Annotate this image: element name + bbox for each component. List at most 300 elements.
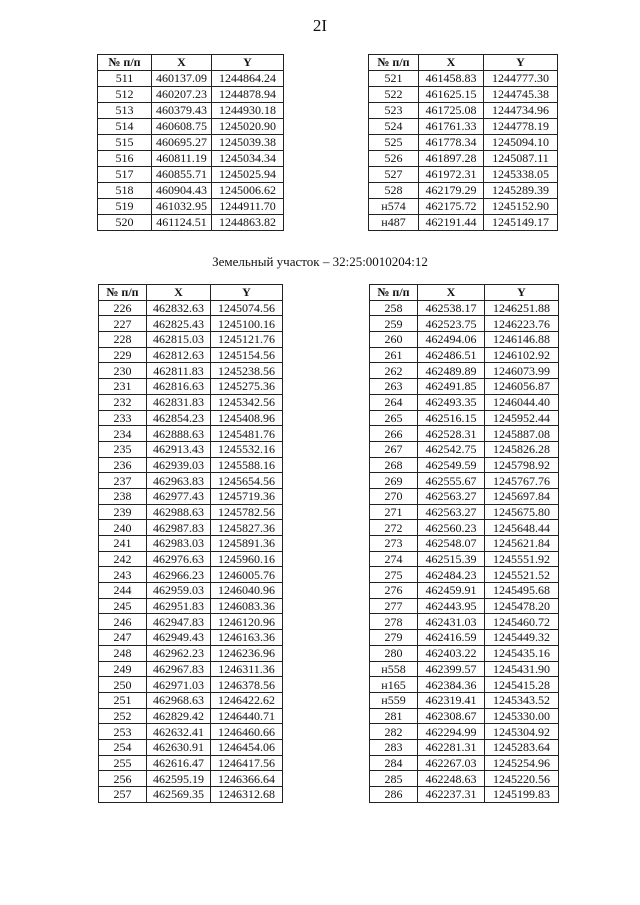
table-row xyxy=(369,215,558,231)
point-number-cell: 283 xyxy=(370,739,418,755)
point-number-cell: 517 xyxy=(98,167,152,183)
point-number-cell: 525 xyxy=(369,135,419,151)
point-number-cell: 236 xyxy=(99,457,147,473)
point-number-cell: 237 xyxy=(99,473,147,489)
y-coordinate-cell: 1246460.66 xyxy=(211,724,283,740)
table-row xyxy=(99,755,283,771)
x-coordinate-cell: 462987.83 xyxy=(147,520,211,536)
table-row xyxy=(99,520,283,536)
coordinates-table xyxy=(97,54,284,231)
y-coordinate-cell: 1246083.36 xyxy=(211,598,283,614)
point-number-cell: 282 xyxy=(370,724,418,740)
x-coordinate-cell: 462595.19 xyxy=(147,771,211,787)
y-coordinate-cell: 1245654.56 xyxy=(211,473,283,489)
x-coordinate-cell: 462968.63 xyxy=(147,692,211,708)
x-coordinate-cell: 462491.85 xyxy=(418,379,485,395)
x-coordinate-cell: 462630.91 xyxy=(147,739,211,755)
point-number-cell: 228 xyxy=(99,332,147,348)
x-coordinate-cell: 462191.44 xyxy=(419,215,484,231)
point-number-cell: 255 xyxy=(99,755,147,771)
point-number-cell: 234 xyxy=(99,426,147,442)
table-row xyxy=(99,394,283,410)
x-coordinate-cell: 462811.83 xyxy=(147,363,211,379)
y-coordinate-cell: 1246163.36 xyxy=(211,630,283,646)
x-coordinate-cell: 460904.43 xyxy=(152,183,212,199)
y-coordinate-cell: 1245074.56 xyxy=(211,300,283,316)
x-coordinate-cell: 462569.35 xyxy=(147,787,211,803)
y-coordinate-cell: 1244745.38 xyxy=(484,87,558,103)
y-coordinate-cell: 1245094.10 xyxy=(484,135,558,151)
y-coordinate-cell: 1244777.30 xyxy=(484,71,558,87)
y-coordinate-cell: 1245034.34 xyxy=(212,151,284,167)
point-number-cell: 256 xyxy=(99,771,147,787)
point-number-cell: 523 xyxy=(369,103,419,119)
table-row xyxy=(370,410,559,426)
y-coordinate-cell: 1244734.96 xyxy=(484,103,558,119)
point-number-cell: 519 xyxy=(98,199,152,215)
point-number-cell: 227 xyxy=(99,316,147,332)
x-coordinate-cell: 462486.51 xyxy=(418,347,485,363)
table-row xyxy=(99,739,283,755)
table-row xyxy=(99,347,283,363)
y-coordinate-cell: 1245254.96 xyxy=(485,755,559,771)
y-coordinate-cell: 1245338.05 xyxy=(484,167,558,183)
column-header-y: Y xyxy=(211,285,283,301)
point-number-cell: н487 xyxy=(369,215,419,231)
y-coordinate-cell: 1245435.16 xyxy=(485,645,559,661)
y-coordinate-cell: 1246102.92 xyxy=(485,347,559,363)
table-row xyxy=(370,583,559,599)
x-coordinate-cell: 461032.95 xyxy=(152,199,212,215)
x-coordinate-cell: 462616.47 xyxy=(147,755,211,771)
x-coordinate-cell: 462563.27 xyxy=(418,504,485,520)
column-header-number: № п/п xyxy=(99,285,147,301)
y-coordinate-cell: 1246044.40 xyxy=(485,394,559,410)
x-coordinate-cell: 462831.83 xyxy=(147,394,211,410)
x-coordinate-cell: 462523.75 xyxy=(418,316,485,332)
x-coordinate-cell: 461778.34 xyxy=(419,135,484,151)
point-number-cell: 524 xyxy=(369,119,419,135)
point-number-cell: 278 xyxy=(370,614,418,630)
table-row xyxy=(369,135,558,151)
table-row xyxy=(369,183,558,199)
y-coordinate-cell: 1246073.99 xyxy=(485,363,559,379)
y-coordinate-cell: 1245289.39 xyxy=(484,183,558,199)
x-coordinate-cell: 462812.63 xyxy=(147,347,211,363)
point-number-cell: 266 xyxy=(370,426,418,442)
table-row xyxy=(369,199,558,215)
point-number-cell: 271 xyxy=(370,504,418,520)
table-row xyxy=(99,645,283,661)
table-row xyxy=(369,71,558,87)
x-coordinate-cell: 462947.83 xyxy=(147,614,211,630)
x-coordinate-cell: 460137.09 xyxy=(152,71,212,87)
y-coordinate-cell: 1246223.76 xyxy=(485,316,559,332)
y-coordinate-cell: 1245782.56 xyxy=(211,504,283,520)
table-row xyxy=(99,677,283,693)
point-number-cell: 265 xyxy=(370,410,418,426)
table-row xyxy=(99,488,283,504)
x-coordinate-cell: 462416.59 xyxy=(418,630,485,646)
point-number-cell: 281 xyxy=(370,708,418,724)
x-coordinate-cell: 462939.03 xyxy=(147,457,211,473)
column-header-number: № п/п xyxy=(370,285,418,301)
table-row xyxy=(370,598,559,614)
coordinates-table xyxy=(368,54,558,231)
y-coordinate-cell: 1245343.52 xyxy=(485,692,559,708)
x-coordinate-cell: 462248.63 xyxy=(418,771,485,787)
point-number-cell: 244 xyxy=(99,583,147,599)
point-number-cell: 241 xyxy=(99,536,147,552)
point-number-cell: 262 xyxy=(370,363,418,379)
x-coordinate-cell: 461124.51 xyxy=(152,215,212,231)
table-row xyxy=(370,692,559,708)
x-coordinate-cell: 461972.31 xyxy=(419,167,484,183)
table-row xyxy=(369,87,558,103)
table-row xyxy=(370,473,559,489)
x-coordinate-cell: 462829.42 xyxy=(147,708,211,724)
y-coordinate-cell: 1245100.16 xyxy=(211,316,283,332)
x-coordinate-cell: 462528.31 xyxy=(418,426,485,442)
table-row xyxy=(370,394,559,410)
x-coordinate-cell: 461458.83 xyxy=(419,71,484,87)
y-coordinate-cell: 1246378.56 xyxy=(211,677,283,693)
point-number-cell: 267 xyxy=(370,441,418,457)
point-number-cell: 528 xyxy=(369,183,419,199)
x-coordinate-cell: 460695.27 xyxy=(152,135,212,151)
y-coordinate-cell: 1245588.16 xyxy=(211,457,283,473)
point-number-cell: н574 xyxy=(369,199,419,215)
y-coordinate-cell: 1246005.76 xyxy=(211,567,283,583)
x-coordinate-cell: 462237.31 xyxy=(418,787,485,803)
table-row xyxy=(369,167,558,183)
point-number-cell: 240 xyxy=(99,520,147,536)
table-row xyxy=(99,598,283,614)
point-number-cell: 513 xyxy=(98,103,152,119)
y-coordinate-cell: 1245415.28 xyxy=(485,677,559,693)
table-row xyxy=(370,677,559,693)
table-row xyxy=(370,457,559,473)
table-row xyxy=(99,787,283,803)
y-coordinate-cell: 1245960.16 xyxy=(211,551,283,567)
x-coordinate-cell: 462399.57 xyxy=(418,661,485,677)
x-coordinate-cell: 462976.63 xyxy=(147,551,211,567)
point-number-cell: 250 xyxy=(99,677,147,693)
x-coordinate-cell: 462179.29 xyxy=(419,183,484,199)
table-row xyxy=(99,724,283,740)
point-number-cell: 270 xyxy=(370,488,418,504)
x-coordinate-cell: 462563.27 xyxy=(418,488,485,504)
point-number-cell: 274 xyxy=(370,551,418,567)
table-row xyxy=(99,410,283,426)
x-coordinate-cell: 462913.43 xyxy=(147,441,211,457)
x-coordinate-cell: 461897.28 xyxy=(419,151,484,167)
y-coordinate-cell: 1245449.32 xyxy=(485,630,559,646)
point-number-cell: 273 xyxy=(370,536,418,552)
point-number-cell: 272 xyxy=(370,520,418,536)
x-coordinate-cell: 462459.91 xyxy=(418,583,485,599)
table-row xyxy=(370,300,559,316)
x-coordinate-cell: 460855.71 xyxy=(152,167,212,183)
x-coordinate-cell: 462384.36 xyxy=(418,677,485,693)
point-number-cell: 515 xyxy=(98,135,152,151)
y-coordinate-cell: 1245039.38 xyxy=(212,135,284,151)
x-coordinate-cell: 462951.83 xyxy=(147,598,211,614)
table-row xyxy=(98,119,284,135)
table-row xyxy=(99,536,283,552)
y-coordinate-cell: 1245891.36 xyxy=(211,536,283,552)
y-coordinate-cell: 1245025.94 xyxy=(212,167,284,183)
y-coordinate-cell: 1245952.44 xyxy=(485,410,559,426)
point-number-cell: 512 xyxy=(98,87,152,103)
x-coordinate-cell: 462281.31 xyxy=(418,739,485,755)
table-row xyxy=(370,363,559,379)
y-coordinate-cell: 1244864.24 xyxy=(212,71,284,87)
x-coordinate-cell: 462949.43 xyxy=(147,630,211,646)
point-number-cell: 516 xyxy=(98,151,152,167)
point-number-cell: 280 xyxy=(370,645,418,661)
point-number-cell: 279 xyxy=(370,630,418,646)
table-row xyxy=(370,332,559,348)
table-row xyxy=(98,183,284,199)
y-coordinate-cell: 1245199.83 xyxy=(485,787,559,803)
y-coordinate-cell: 1245238.56 xyxy=(211,363,283,379)
y-coordinate-cell: 1245152.90 xyxy=(484,199,558,215)
point-number-cell: 284 xyxy=(370,755,418,771)
x-coordinate-cell: 462966.23 xyxy=(147,567,211,583)
table-row xyxy=(370,771,559,787)
table-row xyxy=(99,583,283,599)
x-coordinate-cell: 462815.03 xyxy=(147,332,211,348)
column-header-y: Y xyxy=(484,55,558,71)
x-coordinate-cell: 462494.06 xyxy=(418,332,485,348)
table-row xyxy=(370,739,559,755)
column-header-x: X xyxy=(147,285,211,301)
y-coordinate-cell: 1245304.92 xyxy=(485,724,559,740)
column-header-x: X xyxy=(419,55,484,71)
x-coordinate-cell: 462854.23 xyxy=(147,410,211,426)
y-coordinate-cell: 1245006.62 xyxy=(212,183,284,199)
table-row xyxy=(98,167,284,183)
point-number-cell: н165 xyxy=(370,677,418,693)
table-row xyxy=(99,661,283,677)
point-number-cell: 264 xyxy=(370,394,418,410)
x-coordinate-cell: 460207.23 xyxy=(152,87,212,103)
column-header-number: № п/п xyxy=(98,55,152,71)
table-row xyxy=(370,567,559,583)
table-row xyxy=(370,630,559,646)
point-number-cell: 526 xyxy=(369,151,419,167)
x-coordinate-cell: 462832.63 xyxy=(147,300,211,316)
x-coordinate-cell: 462403.22 xyxy=(418,645,485,661)
table-row xyxy=(370,661,559,677)
y-coordinate-cell: 1244930.18 xyxy=(212,103,284,119)
table-row xyxy=(99,379,283,395)
table-row xyxy=(370,551,559,567)
x-coordinate-cell: 460379.43 xyxy=(152,103,212,119)
point-number-cell: 239 xyxy=(99,504,147,520)
y-coordinate-cell: 1246056.87 xyxy=(485,379,559,395)
x-coordinate-cell: 462484.23 xyxy=(418,567,485,583)
point-number-cell: 259 xyxy=(370,316,418,332)
table-row xyxy=(370,724,559,740)
x-coordinate-cell: 462983.03 xyxy=(147,536,211,552)
x-coordinate-cell: 462959.03 xyxy=(147,583,211,599)
point-number-cell: 268 xyxy=(370,457,418,473)
point-number-cell: 285 xyxy=(370,771,418,787)
table-row xyxy=(370,520,559,536)
point-number-cell: 251 xyxy=(99,692,147,708)
x-coordinate-cell: 462443.95 xyxy=(418,598,485,614)
column-header-x: X xyxy=(418,285,485,301)
point-number-cell: 226 xyxy=(99,300,147,316)
point-number-cell: 518 xyxy=(98,183,152,199)
table-row xyxy=(370,347,559,363)
y-coordinate-cell: 1245330.00 xyxy=(485,708,559,724)
y-coordinate-cell: 1245087.11 xyxy=(484,151,558,167)
column-header-y: Y xyxy=(485,285,559,301)
x-coordinate-cell: 462493.35 xyxy=(418,394,485,410)
point-number-cell: 520 xyxy=(98,215,152,231)
table-row xyxy=(98,87,284,103)
table-row xyxy=(370,645,559,661)
y-coordinate-cell: 1246146.88 xyxy=(485,332,559,348)
y-coordinate-cell: 1245121.76 xyxy=(211,332,283,348)
x-coordinate-cell: 462489.89 xyxy=(418,363,485,379)
y-coordinate-cell: 1244863.82 xyxy=(212,215,284,231)
table-row xyxy=(370,708,559,724)
x-coordinate-cell: 462825.43 xyxy=(147,316,211,332)
table-row xyxy=(99,426,283,442)
point-number-cell: 242 xyxy=(99,551,147,567)
table-row xyxy=(99,692,283,708)
x-coordinate-cell: 462542.75 xyxy=(418,441,485,457)
point-number-cell: 276 xyxy=(370,583,418,599)
table-row xyxy=(370,379,559,395)
table-row xyxy=(99,473,283,489)
point-number-cell: 243 xyxy=(99,567,147,583)
y-coordinate-cell: 1245275.36 xyxy=(211,379,283,395)
table-row xyxy=(99,457,283,473)
table-row xyxy=(99,630,283,646)
y-coordinate-cell: 1245532.16 xyxy=(211,441,283,457)
column-header-number: № п/п xyxy=(369,55,419,71)
point-number-cell: 522 xyxy=(369,87,419,103)
y-coordinate-cell: 1246454.06 xyxy=(211,739,283,755)
y-coordinate-cell: 1245621.84 xyxy=(485,536,559,552)
table-row xyxy=(370,504,559,520)
table-row xyxy=(98,151,284,167)
y-coordinate-cell: 1246236.96 xyxy=(211,645,283,661)
table-row xyxy=(99,332,283,348)
point-number-cell: н558 xyxy=(370,661,418,677)
x-coordinate-cell: 462560.23 xyxy=(418,520,485,536)
y-coordinate-cell: 1245551.92 xyxy=(485,551,559,567)
table-row xyxy=(99,441,283,457)
coordinates-table xyxy=(98,284,283,803)
x-coordinate-cell: 462555.67 xyxy=(418,473,485,489)
table-row xyxy=(98,71,284,87)
point-number-cell: н559 xyxy=(370,692,418,708)
x-coordinate-cell: 462294.99 xyxy=(418,724,485,740)
x-coordinate-cell: 462963.83 xyxy=(147,473,211,489)
page-number: 2I xyxy=(312,16,328,35)
x-coordinate-cell: 462515.39 xyxy=(418,551,485,567)
table-row xyxy=(370,316,559,332)
y-coordinate-cell: 1245697.84 xyxy=(485,488,559,504)
column-header-x: X xyxy=(152,55,212,71)
table-row xyxy=(370,426,559,442)
x-coordinate-cell: 460811.19 xyxy=(152,151,212,167)
x-coordinate-cell: 462516.15 xyxy=(418,410,485,426)
y-coordinate-cell: 1245283.64 xyxy=(485,739,559,755)
y-coordinate-cell: 1245220.56 xyxy=(485,771,559,787)
point-number-cell: 231 xyxy=(99,379,147,395)
y-coordinate-cell: 1245648.44 xyxy=(485,520,559,536)
point-number-cell: 238 xyxy=(99,488,147,504)
x-coordinate-cell: 462888.63 xyxy=(147,426,211,442)
x-coordinate-cell: 462971.03 xyxy=(147,677,211,693)
x-coordinate-cell: 461761.33 xyxy=(419,119,484,135)
y-coordinate-cell: 1245827.36 xyxy=(211,520,283,536)
x-coordinate-cell: 462175.72 xyxy=(419,199,484,215)
table-row xyxy=(99,504,283,520)
y-coordinate-cell: 1245149.17 xyxy=(484,215,558,231)
table-row xyxy=(99,363,283,379)
y-coordinate-cell: 1245495.68 xyxy=(485,583,559,599)
x-coordinate-cell: 461725.08 xyxy=(419,103,484,119)
y-coordinate-cell: 1245887.08 xyxy=(485,426,559,442)
table-row xyxy=(99,551,283,567)
point-number-cell: 260 xyxy=(370,332,418,348)
y-coordinate-cell: 1245478.20 xyxy=(485,598,559,614)
table-row xyxy=(370,614,559,630)
table-row xyxy=(99,567,283,583)
point-number-cell: 229 xyxy=(99,347,147,363)
table-row xyxy=(370,488,559,504)
table-row xyxy=(99,771,283,787)
table-row xyxy=(370,441,559,457)
x-coordinate-cell: 462549.59 xyxy=(418,457,485,473)
point-number-cell: 269 xyxy=(370,473,418,489)
point-number-cell: 247 xyxy=(99,630,147,646)
table-row xyxy=(99,614,283,630)
table-row xyxy=(98,103,284,119)
point-number-cell: 275 xyxy=(370,567,418,583)
x-coordinate-cell: 462632.41 xyxy=(147,724,211,740)
y-coordinate-cell: 1245020.90 xyxy=(212,119,284,135)
point-number-cell: 249 xyxy=(99,661,147,677)
x-coordinate-cell: 462548.07 xyxy=(418,536,485,552)
y-coordinate-cell: 1246366.64 xyxy=(211,771,283,787)
point-number-cell: 235 xyxy=(99,441,147,457)
y-coordinate-cell: 1246312.68 xyxy=(211,787,283,803)
land-plot-title: Земельный участок – 32:25:0010204:12 xyxy=(212,254,428,269)
table-row xyxy=(98,199,284,215)
x-coordinate-cell: 462319.41 xyxy=(418,692,485,708)
point-number-cell: 261 xyxy=(370,347,418,363)
point-number-cell: 245 xyxy=(99,598,147,614)
y-coordinate-cell: 1245481.76 xyxy=(211,426,283,442)
point-number-cell: 257 xyxy=(99,787,147,803)
table-row xyxy=(99,300,283,316)
y-coordinate-cell: 1245431.90 xyxy=(485,661,559,677)
y-coordinate-cell: 1245719.36 xyxy=(211,488,283,504)
table-row xyxy=(99,708,283,724)
y-coordinate-cell: 1245767.76 xyxy=(485,473,559,489)
y-coordinate-cell: 1245460.72 xyxy=(485,614,559,630)
point-number-cell: 258 xyxy=(370,300,418,316)
